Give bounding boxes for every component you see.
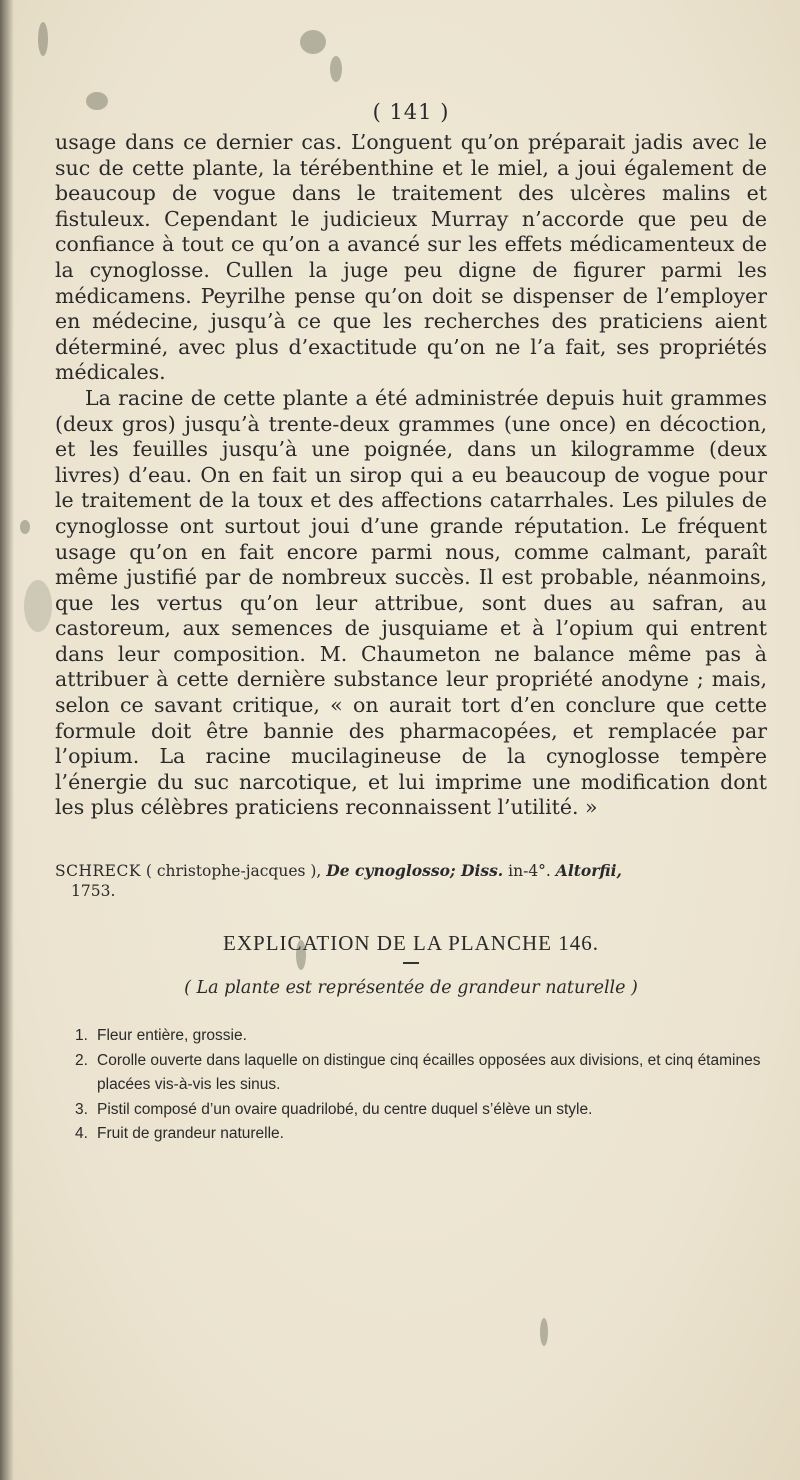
item-text: Fleur entière, grossie. — [97, 1027, 247, 1045]
reference-format: in-4°. — [508, 862, 551, 881]
page-content — [55, 100, 767, 1147]
reference-year: 1753. — [71, 882, 116, 901]
reference-author: SCHRECK — [55, 862, 141, 881]
ink-stain — [38, 22, 48, 56]
ink-stain — [20, 520, 30, 534]
ink-stain — [300, 30, 326, 54]
heading-rule — [403, 962, 419, 964]
body-text — [55, 130, 767, 821]
bibliographic-reference — [55, 861, 767, 901]
list-item — [55, 1122, 767, 1147]
item-text: Pistil composé d’un ovaire quadrilobé, du centre duquel s’élève un style. — [97, 1100, 593, 1118]
item-number: 3. — [75, 1100, 88, 1118]
body-paragraph: La racine de cette plante a été administrée depuis huit grammes (deux gros) jusqu’à trente-deux grammes (une once) en décoction, et les feuilles jusqu’à une poignée, dans un kilogramme (deux livres) d’eau. On en fait un sirop qui a eu beaucoup de vogue pour le traitement de la toux et des affections catarrhales. Les pilules de cynoglosse ont surtout joui d’une grande réputation. Le fréquent usage qu’on en fait encore parmi nous, comme calmant, paraît même justifié par de nombreux succès. Il est probable, néanmoins, que les vertus qu’on leur attribue, sont dues au safran, au castoreum, aux semences de jusquiame et à l’opium qui entrent dans leur composition. M. Chaumeton ne balance même pas à attribuer à cette dernière substance leur propriété anodyne ; mais, selon ce savant critique, « on aurait tort d’en conclure que cette formule doit être bannie des pharmacopées, et remplacée par l’opium. La racine mucilagineuse de la cynoglosse tempère l’énergie du suc narcotique, et lui imprime une modification dont les plus célèbres praticiens reconnaissent l’utilité. » — [55, 385, 767, 820]
item-number: 4. — [75, 1125, 88, 1143]
reference-title: De cynoglosso; Diss. — [326, 861, 504, 881]
ink-stain — [24, 580, 52, 632]
item-text: Corolle ouverte dans laquelle on distingue cinq écailles opposées aux divisions, et cinq étamines placées vis-à-vis les sinus. — [97, 1051, 761, 1094]
reference-author-name: ( christophe-jacques ), — [145, 862, 322, 881]
list-item — [55, 1024, 767, 1049]
body-paragraph: usage dans ce dernier cas. L’onguent qu’on préparait jadis avec le suc de cette plante, la térébenthine et le miel, a joui également de beaucoup de vogue dans le traitement des ulcères malins et fistuleux. Cependant le judicieux Murray n’accorde que peu de confiance à tout ce qu’on a avancé sur les effets médicamenteux de la cynoglosse. Cullen la juge peu digne de figurer parmi les médicamens. Peyrilhe pense qu’on doit se dispenser de l’employer en médecine, jusqu’à ce que les recherches des praticiens aient déterminé, avec plus d’exactitude qu’on ne l’a fait, ses propriétés médicales. — [55, 130, 767, 385]
page-number: ( 141 ) — [372, 100, 450, 124]
page-binding-shadow — [0, 0, 14, 1480]
item-number: 2. — [75, 1051, 88, 1069]
list-item — [55, 1098, 767, 1123]
ink-stain — [330, 56, 342, 82]
ink-stain — [540, 1318, 548, 1346]
item-number: 1. — [75, 1027, 88, 1045]
plate-subtitle: ( La plante est représentée de grandeur naturelle ) — [184, 978, 638, 999]
item-text: Fruit de grandeur naturelle. — [97, 1125, 284, 1143]
list-item — [55, 1049, 767, 1098]
reference-place: Altorfii, — [555, 861, 622, 881]
plate-heading: EXPLICATION DE LA PLANCHE 146. — [223, 931, 599, 956]
plate-explanation-list — [55, 1024, 767, 1147]
